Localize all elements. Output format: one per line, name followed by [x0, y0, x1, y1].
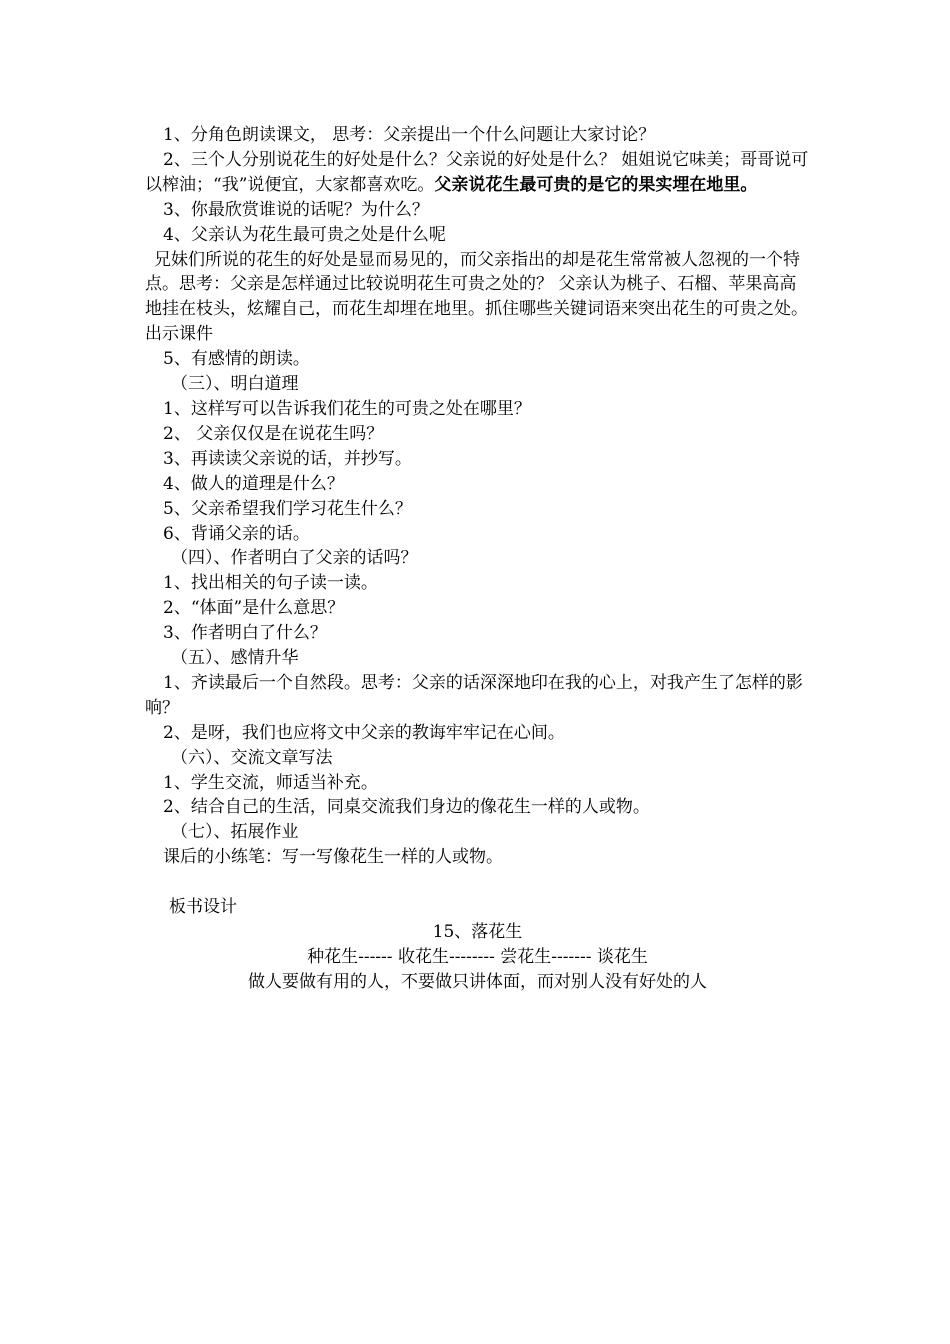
section-5-heading: （五）、感情升华 — [171, 648, 299, 669]
section-6-item-2: 2、结合自己的生活，同桌交流我们身边的像花生一样的人或物。 — [163, 797, 650, 818]
question-4: 4、父亲认为花生最可贵之处是什么呢 — [163, 224, 446, 245]
section-7-item-1: 课后的小练笔：写一写像花生一样的人或物。 — [163, 847, 503, 868]
section-4-heading: （四）、作者明白了父亲的话吗？ — [171, 548, 418, 569]
board-title: 15、落花生 — [432, 921, 523, 942]
question-5: 5、有感情的朗读。 — [163, 349, 310, 370]
section-7-heading: （七）、拓展作业 — [171, 822, 299, 843]
analysis-paragraph: 兄妹们所说的花生的好处是显而易见的，而父亲指出的却是花生常常被人忽视的一个特点。思考：父亲是怎样通过比较说明花生可贵之处的？ 父亲认为桃子、石榴、苹果高高地挂在枝头，炫耀自己，而花生却埋在地里。抓住哪些关键词语来突出花生的可贵之处。出示课件 — [145, 249, 808, 345]
question-1: 1、分角色朗读课文， 思考：父亲提出一个什么问题让大家讨论？ — [163, 125, 656, 145]
section-6-item-1: 1、学生交流，师适当补充。 — [163, 772, 378, 793]
board-moral: 做人要做有用的人，不要做只讲体面，而对别人没有好处的人 — [248, 971, 707, 992]
question-2 — [145, 148, 810, 198]
section-3-item-4: 4、做人的道理是什么？ — [163, 473, 344, 494]
question-2-bold-answer: 父亲说花生最可贵的是它的果实埋在地里。 — [434, 174, 758, 195]
section-5-item-2: 2、是呀，我们也应将文中父亲的教诲牢牢记在心间。 — [163, 722, 565, 743]
section-3-heading: （三）、明白道理 — [171, 374, 299, 395]
section-3-item-2: 2、 父亲仅仅是在说花生吗？ — [163, 423, 384, 444]
section-5-item-1: 1、齐读最后一个自然段。思考：父亲的话深深地印在我的心上，对我产生了怎样的影响？ — [145, 672, 803, 718]
section-4-item-2: 2、“体面”是什么意思？ — [163, 598, 345, 619]
question-3: 3、你最欣赏谁说的话呢？为什么？ — [163, 199, 429, 220]
question-2-line-a: 2、三个人分别说花生的好处是什么？父亲说的好处是什么？ 姐姐说它味美； — [163, 149, 741, 170]
document-body — [145, 123, 810, 995]
question-2-line-b: 哥哥说可以榨油；“我”说便宜，大家都喜欢吃。 — [145, 149, 809, 195]
section-3-item-3: 3、再读读父亲说的话，并抄写。 — [163, 448, 412, 469]
blank-line — [145, 870, 810, 895]
section-4-item-3: 3、作者明白了什么？ — [163, 623, 327, 644]
section-3-item-1: 1、这样写可以告诉我们花生的可贵之处在哪里？ — [163, 398, 531, 419]
section-3-item-6: 6、背诵父亲的话。 — [163, 523, 310, 544]
board-design-heading: 板书设计 — [169, 897, 237, 918]
board-flow: 种花生------ 收花生-------- 尝花生------- 谈花生 — [307, 946, 648, 967]
section-4-item-1: 1、找出相关的句子读一读。 — [163, 573, 378, 594]
section-3-item-5: 5、父亲希望我们学习花生什么？ — [163, 498, 412, 519]
section-6-heading: （六）、交流文章写法 — [171, 747, 333, 768]
